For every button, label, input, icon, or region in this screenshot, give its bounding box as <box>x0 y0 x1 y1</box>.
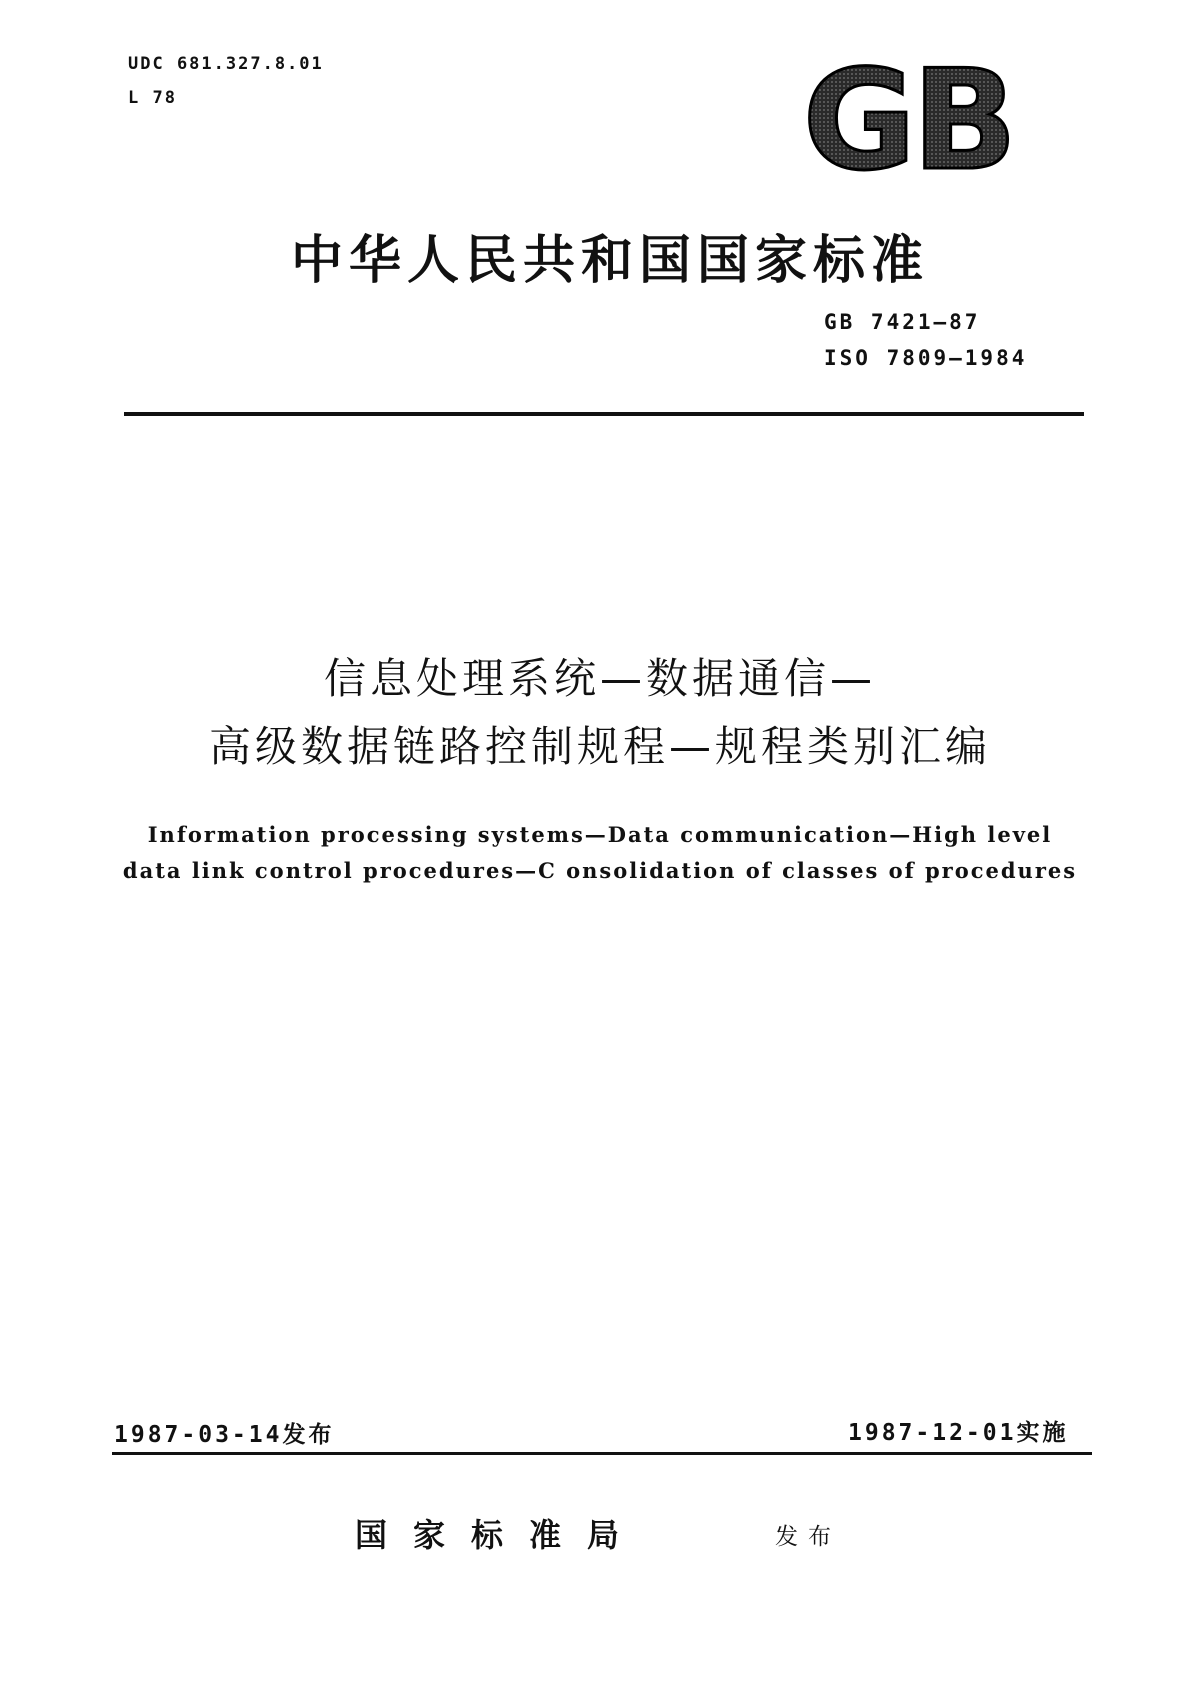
gb-logo-text: GB <box>802 60 1014 180</box>
gb-logo <box>790 60 1026 180</box>
classification-code: L 78 <box>128 88 177 108</box>
zh-title-line-2: 高级数据链路控制规程—规程类别汇编 <box>208 722 991 771</box>
footer-divider <box>112 1452 1092 1455</box>
en-title-line-1: Information processing systems—Data communication—High level <box>147 822 1053 847</box>
implementation-date: 1987-12-01实施 <box>848 1420 1069 1446</box>
gb-standard-number: GB 7421—87 <box>824 310 981 334</box>
zh-title-line-1: 信息处理系统—数据通信— <box>323 654 876 703</box>
iso-standard-number: ISO 7809—1984 <box>824 346 1028 370</box>
udc-number: UDC 681.327.8.01 <box>128 54 324 74</box>
publisher-name: 国家标准局 <box>355 1516 646 1554</box>
issue-date: 1987-03-14发布 <box>114 1422 335 1448</box>
header-divider <box>124 412 1084 416</box>
national-standard-title: 中华人民共和国国家标准 <box>290 231 929 291</box>
en-title-line-2: data link control procedures—C onsolidation of classes of procedures <box>122 858 1078 883</box>
publisher-suffix: 发布 <box>775 1524 841 1550</box>
